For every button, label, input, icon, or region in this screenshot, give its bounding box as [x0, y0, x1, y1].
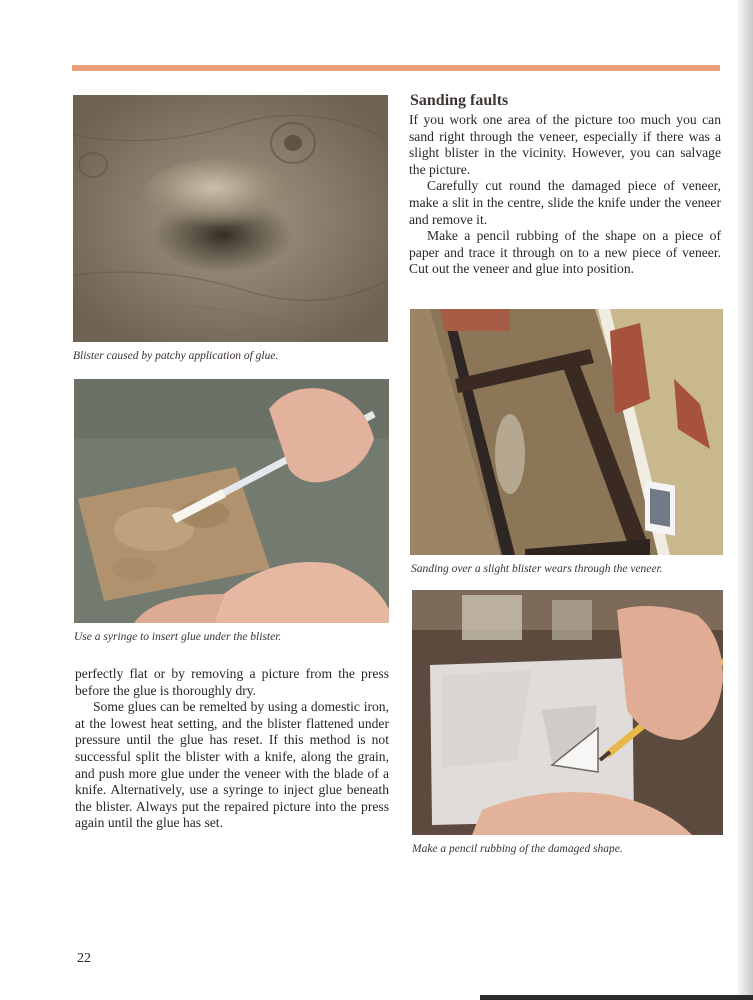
- page-edge-shadow: [738, 0, 753, 1000]
- top-divider-rule: [72, 65, 720, 71]
- syringe-photo: [74, 379, 389, 623]
- page-edge-dark: [480, 995, 753, 1000]
- section-heading: Sanding faults: [410, 92, 509, 109]
- sanding-photo: [410, 309, 723, 555]
- right-column-text: [409, 112, 721, 278]
- page-number: 22: [77, 951, 91, 966]
- right-paragraph-3: Make a pencil rubbing of the shape on a piece of paper and trace it through on to a new piece of veneer. Cut out the veneer and glue into position.: [409, 228, 721, 277]
- left-paragraph-1: perfectly flat or by removing a picture from the press before the glue is thoroughly dry.: [75, 666, 389, 698]
- left-paragraph-2: Some glues can be remelted by using a domestic iron, at the lowest heat setting, and the blister flattened under pressure until the glue has reset. If this method is not successful split the blister with a knife, along the grain, and push more glue under the veneer with the blade of a knife. Alternatively, use a syringe to inject glue beneath the blister. Always put the repaired picture into the press again until the glue has set.: [75, 699, 389, 831]
- blister-photo: [73, 95, 388, 342]
- caption-blister: Blister caused by patchy application of glue.: [73, 350, 279, 362]
- right-paragraph-2: Carefully cut round the damaged piece of veneer, make a slit in the centre, slide the knife under the veneer and remove it.: [409, 178, 721, 227]
- caption-sanding: Sanding over a slight blister wears through the veneer.: [411, 563, 663, 575]
- right-paragraph-1: If you work one area of the picture too much you can sand right through the veneer, especially if there was a slight blister in the vicinity. However, you can salvage the picture.: [409, 112, 721, 177]
- caption-syringe: Use a syringe to insert glue under the blister.: [74, 631, 282, 643]
- left-column-text: [75, 666, 389, 832]
- pencil-rubbing-photo: [412, 590, 723, 835]
- caption-rubbing: Make a pencil rubbing of the damaged shape.: [412, 843, 623, 855]
